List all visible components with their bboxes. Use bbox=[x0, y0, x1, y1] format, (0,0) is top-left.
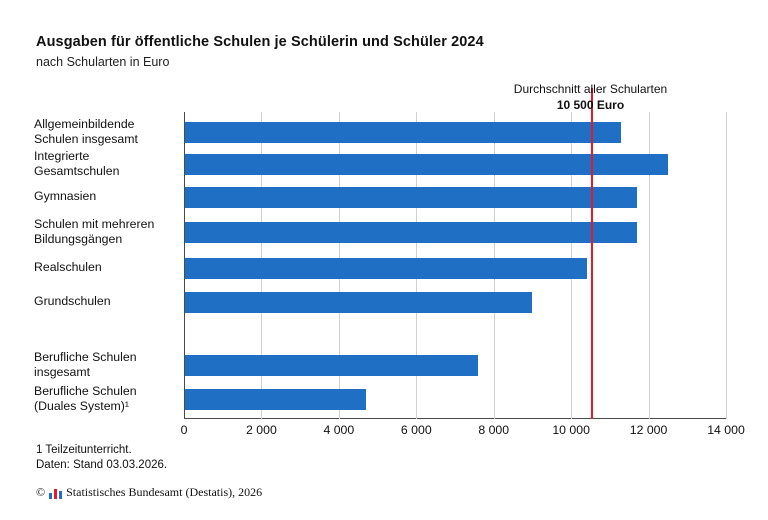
x-axis-tick-labels bbox=[180, 421, 745, 441]
category-label-line: Gesamtschulen bbox=[34, 163, 120, 178]
bar bbox=[185, 389, 366, 410]
plot-area bbox=[184, 112, 726, 419]
category-label bbox=[34, 294, 184, 309]
copyright-icon: © bbox=[36, 485, 46, 499]
source-text: Statistisches Bundesamt (Destatis), 2026 bbox=[66, 485, 263, 499]
bar bbox=[185, 122, 621, 143]
category-label bbox=[34, 149, 184, 179]
page-title: Ausgaben für öffentliche Schulen je Schülerin und Schüler 2024 bbox=[36, 34, 484, 50]
x-axis-line bbox=[184, 418, 726, 419]
category-label-line: insgesamt bbox=[34, 364, 91, 379]
x-tick-label: 8 000 bbox=[478, 423, 510, 437]
bar bbox=[185, 292, 532, 313]
category-label bbox=[34, 117, 184, 147]
footnotes bbox=[36, 443, 167, 473]
footnote-line-1: 1 Teilzeitunterricht. bbox=[36, 444, 132, 456]
x-tick-label: 2 000 bbox=[246, 423, 277, 437]
category-label-line: Grundschulen bbox=[34, 294, 111, 308]
bar bbox=[185, 187, 637, 208]
x-tick-label: 6 000 bbox=[400, 423, 432, 437]
category-label-line: Integrierte bbox=[34, 148, 90, 163]
category-label bbox=[34, 260, 184, 275]
category-label-line: Realschulen bbox=[34, 260, 102, 274]
x-tick-label: 14 000 bbox=[707, 423, 745, 437]
page-subtitle: nach Schularten in Euro bbox=[36, 55, 170, 69]
destatis-logo-icon bbox=[49, 487, 62, 499]
average-annotation-label: Durchschnitt aller Schularten bbox=[513, 82, 668, 96]
x-tick-label: 4 000 bbox=[323, 423, 355, 437]
x-tick-label: 0 bbox=[180, 423, 188, 437]
average-annotation-value: 10 500 Euro bbox=[556, 98, 625, 112]
category-label-line: Schulen insgesamt bbox=[34, 131, 138, 146]
bar bbox=[185, 154, 668, 175]
average-annotation bbox=[514, 82, 667, 112]
gridline bbox=[726, 112, 727, 419]
category-label bbox=[34, 384, 184, 414]
bar bbox=[185, 258, 587, 279]
footnote-line-2: Daten: Stand 03.03.2026. bbox=[36, 459, 168, 471]
category-label bbox=[34, 189, 184, 204]
bar bbox=[185, 355, 478, 376]
x-tick-label: 12 000 bbox=[629, 423, 668, 437]
category-label-line: Berufliche Schulen bbox=[34, 349, 137, 364]
category-label-line: Allgemeinbildende bbox=[34, 116, 135, 131]
category-label-line: Bildungsgängen bbox=[34, 231, 123, 246]
category-label-column bbox=[36, 112, 184, 419]
average-reference-line bbox=[591, 88, 593, 419]
source-line bbox=[36, 485, 262, 500]
category-label-line: Berufliche Schulen bbox=[34, 383, 137, 398]
category-label bbox=[34, 350, 184, 380]
category-label-line: (Duales System)¹ bbox=[34, 398, 129, 413]
category-label-line: Gymnasien bbox=[34, 189, 97, 203]
bar bbox=[185, 222, 637, 243]
category-label-line: Schulen mit mehreren bbox=[34, 216, 155, 231]
x-tick-label: 10 000 bbox=[552, 423, 590, 437]
category-label bbox=[34, 217, 184, 247]
